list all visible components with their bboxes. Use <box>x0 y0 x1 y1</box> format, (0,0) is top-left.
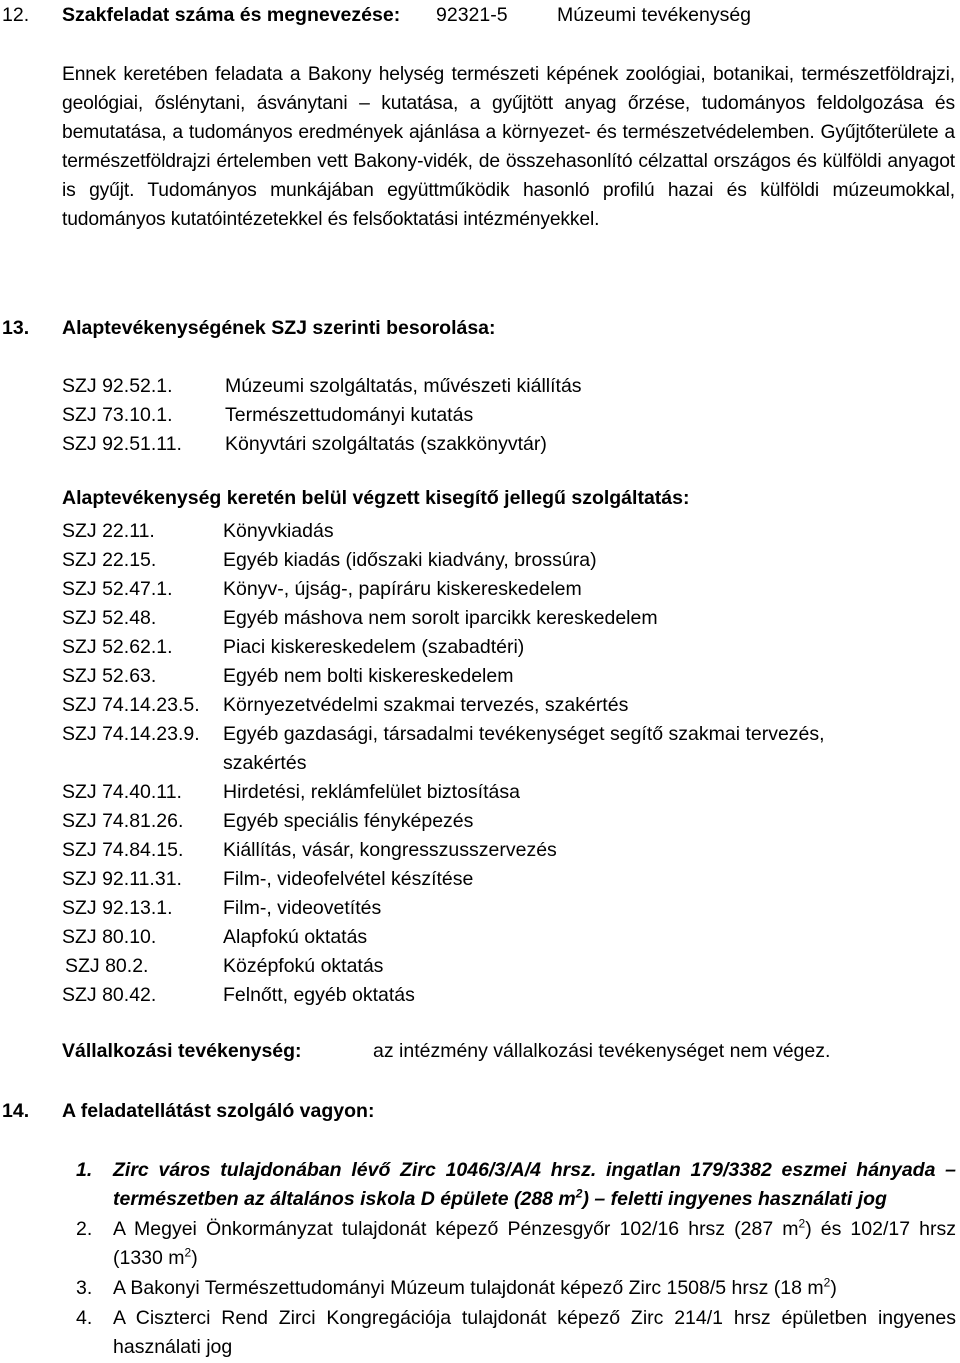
task-code: 92321-5 <box>436 4 508 26</box>
superscript: 2 <box>823 1275 831 1290</box>
szj-code: SZJ 74.84.15. <box>62 839 184 861</box>
enterprise-text: az intézmény vállalkozási tevékenységet nem végez. <box>373 1040 831 1062</box>
szj-code: SZJ 22.15. <box>62 549 157 571</box>
szj-code: SZJ 52.48. <box>62 607 157 629</box>
szj-text: Természettudományi kutatás <box>225 404 474 426</box>
superscript: 2 <box>798 1216 806 1231</box>
asset-text-part: A Bakonyi Természettudományi Múzeum tulajdonát képező Zirc 1508/5 hrsz (18 m <box>113 1277 824 1299</box>
szj-text: Piaci kiskereskedelem (szabadtéri) <box>223 636 525 658</box>
asset-list <box>76 1156 956 1363</box>
szj-text: Egyéb máshova nem sorolt iparcikk kereskedelem <box>223 607 658 629</box>
section-number: 12. <box>2 4 30 26</box>
szj-text: Könyvkiadás <box>223 520 334 542</box>
asset-text-part: A Megyei Önkormányzat tulajdonát képező Pénzesgyőr 102/16 hrsz (287 m <box>113 1218 799 1240</box>
szj-code: SZJ 80.10. <box>62 926 157 948</box>
szj-code: SZJ 92.52.1. <box>62 375 173 397</box>
szj-code: SZJ 73.10.1. <box>62 404 173 426</box>
section-number: 14. <box>2 1100 30 1122</box>
szj-code: SZJ 92.11.31. <box>62 868 182 890</box>
asset-number: 1. <box>76 1159 93 1181</box>
szj-code: SZJ 92.13.1. <box>62 897 173 919</box>
szj-code: SZJ 52.62.1. <box>62 636 173 658</box>
asset-text-part: ) <box>830 1277 837 1299</box>
asset-text-part: ) – feletti ingyenes használati jog <box>582 1188 887 1210</box>
asset-item <box>76 1304 956 1362</box>
asset-item <box>76 1156 956 1214</box>
szj-text: Kiállítás, vásár, kongresszusszervezés <box>223 839 557 861</box>
superscript: 2 <box>184 1245 192 1260</box>
szj-text: Könyvtári szolgáltatás (szakkönyvtár) <box>225 433 547 455</box>
asset-number: 2. <box>76 1218 93 1240</box>
szj-text: Egyéb nem bolti kiskereskedelem <box>223 665 514 687</box>
asset-text <box>113 1218 956 1269</box>
section-12-description <box>62 61 955 234</box>
szj-code: SZJ 92.51.11. <box>62 433 182 455</box>
asset-text-part: ) és 102/17 hrsz (1330 m <box>113 1218 956 1269</box>
szj-text: Film-, videovetítés <box>223 897 382 919</box>
asset-text <box>113 1159 956 1210</box>
enterprise-label: Vállalkozási tevékenység: <box>62 1040 302 1062</box>
section-13-header <box>0 314 960 343</box>
asset-text <box>113 1277 837 1299</box>
section-14-header <box>0 1097 960 1126</box>
asset-text <box>113 1307 956 1358</box>
szj-text: Környezetvédelmi szakmai tervezés, szakértés <box>223 694 629 716</box>
szj-code: SZJ 80.42. <box>62 984 157 1006</box>
szj-code: SZJ 52.63. <box>62 665 157 687</box>
task-name: Múzeumi tevékenység <box>557 4 752 26</box>
szj-text: Felnőtt, egyéb oktatás <box>223 984 415 1006</box>
asset-item <box>76 1274 956 1303</box>
szj-text: szakértés <box>223 752 307 774</box>
szj-text: Alapfokú oktatás <box>223 926 368 948</box>
section-label: Szakfeladat száma és megnevezése: <box>62 4 401 26</box>
szj-code: SZJ 74.14.23.9. <box>62 723 200 745</box>
section-title: Alaptevékenységének SZJ szerinti besorolása: <box>62 317 496 339</box>
szj-text: Film-, videofelvétel készítése <box>223 868 474 890</box>
asset-number: 3. <box>76 1277 93 1299</box>
asset-number: 4. <box>76 1307 93 1329</box>
section-12-header <box>0 0 960 30</box>
szj-text: Egyéb gazdasági, társadalmi tevékenységet segítő szakmai tervezés, <box>223 723 825 745</box>
szj-text: Könyv-, újság-, papíráru kiskereskedelem <box>223 578 582 600</box>
szj-code: SZJ 80.2. <box>65 955 149 977</box>
asset-item <box>76 1215 956 1273</box>
szj-code: SZJ 74.81.26. <box>62 810 184 832</box>
szj-code: SZJ 22.11. <box>62 520 155 542</box>
auxiliary-subtitle: Alaptevékenység keretén belül végzett kisegítő jellegű szolgáltatás: <box>62 487 690 509</box>
szj-code: SZJ 52.47.1. <box>62 578 173 600</box>
szj-text: Egyéb speciális fényképezés <box>223 810 474 832</box>
asset-text-part: Zirc város tulajdonában lévő Zirc 1046/3/A/4 hrsz. ingatlan 179/3382 eszmei hányada – természetben az általános iskola D épülete (288 m <box>113 1159 956 1210</box>
asset-text-part: A Ciszterci Rend Zirci Kongregációja tulajdonát képező Zirc 214/1 hrsz épületben ingyenes használati jog <box>113 1307 956 1358</box>
section-number: 13. <box>2 317 30 339</box>
szj-text: Hirdetési, reklámfelület biztosítása <box>223 781 520 803</box>
szj-code: SZJ 74.40.11. <box>62 781 182 803</box>
superscript: 2 <box>575 1186 583 1201</box>
szj-text: Egyéb kiadás (időszaki kiadvány, brossúra) <box>223 549 597 571</box>
section-title: A feladatellátást szolgáló vagyon: <box>62 1100 375 1122</box>
description-text: Ennek keretében feladata a Bakony helység természeti képének zoológiai, botanikai, természetföldrajzi, geológiai, őslénytani, ásványtani – kutatása, a gyűjtött anyag őrzése, tudományos feldolgozása és bemutatása, a tudományos eredmények ajánlása a környezet- és természetvédelemben. Gyűjtőterülete a természetföldrajzi értelemben vett Bakony-vidék, de összehasonlító célzattal országos és külföldi anyagot is gyűjt. Tudományos munkájában együttműködik hasonló profilú hazai és külföldi múzeumokkal, tudományos kutatóintézetekkel és felsőoktatási intézményekkel. <box>62 64 955 230</box>
asset-text-part: ) <box>191 1247 198 1269</box>
szj-text: Múzeumi szolgáltatás, művészeti kiállítás <box>225 375 582 397</box>
szj-code: SZJ 74.14.23.5. <box>62 694 200 716</box>
szj-text: Középfokú oktatás <box>223 955 384 977</box>
